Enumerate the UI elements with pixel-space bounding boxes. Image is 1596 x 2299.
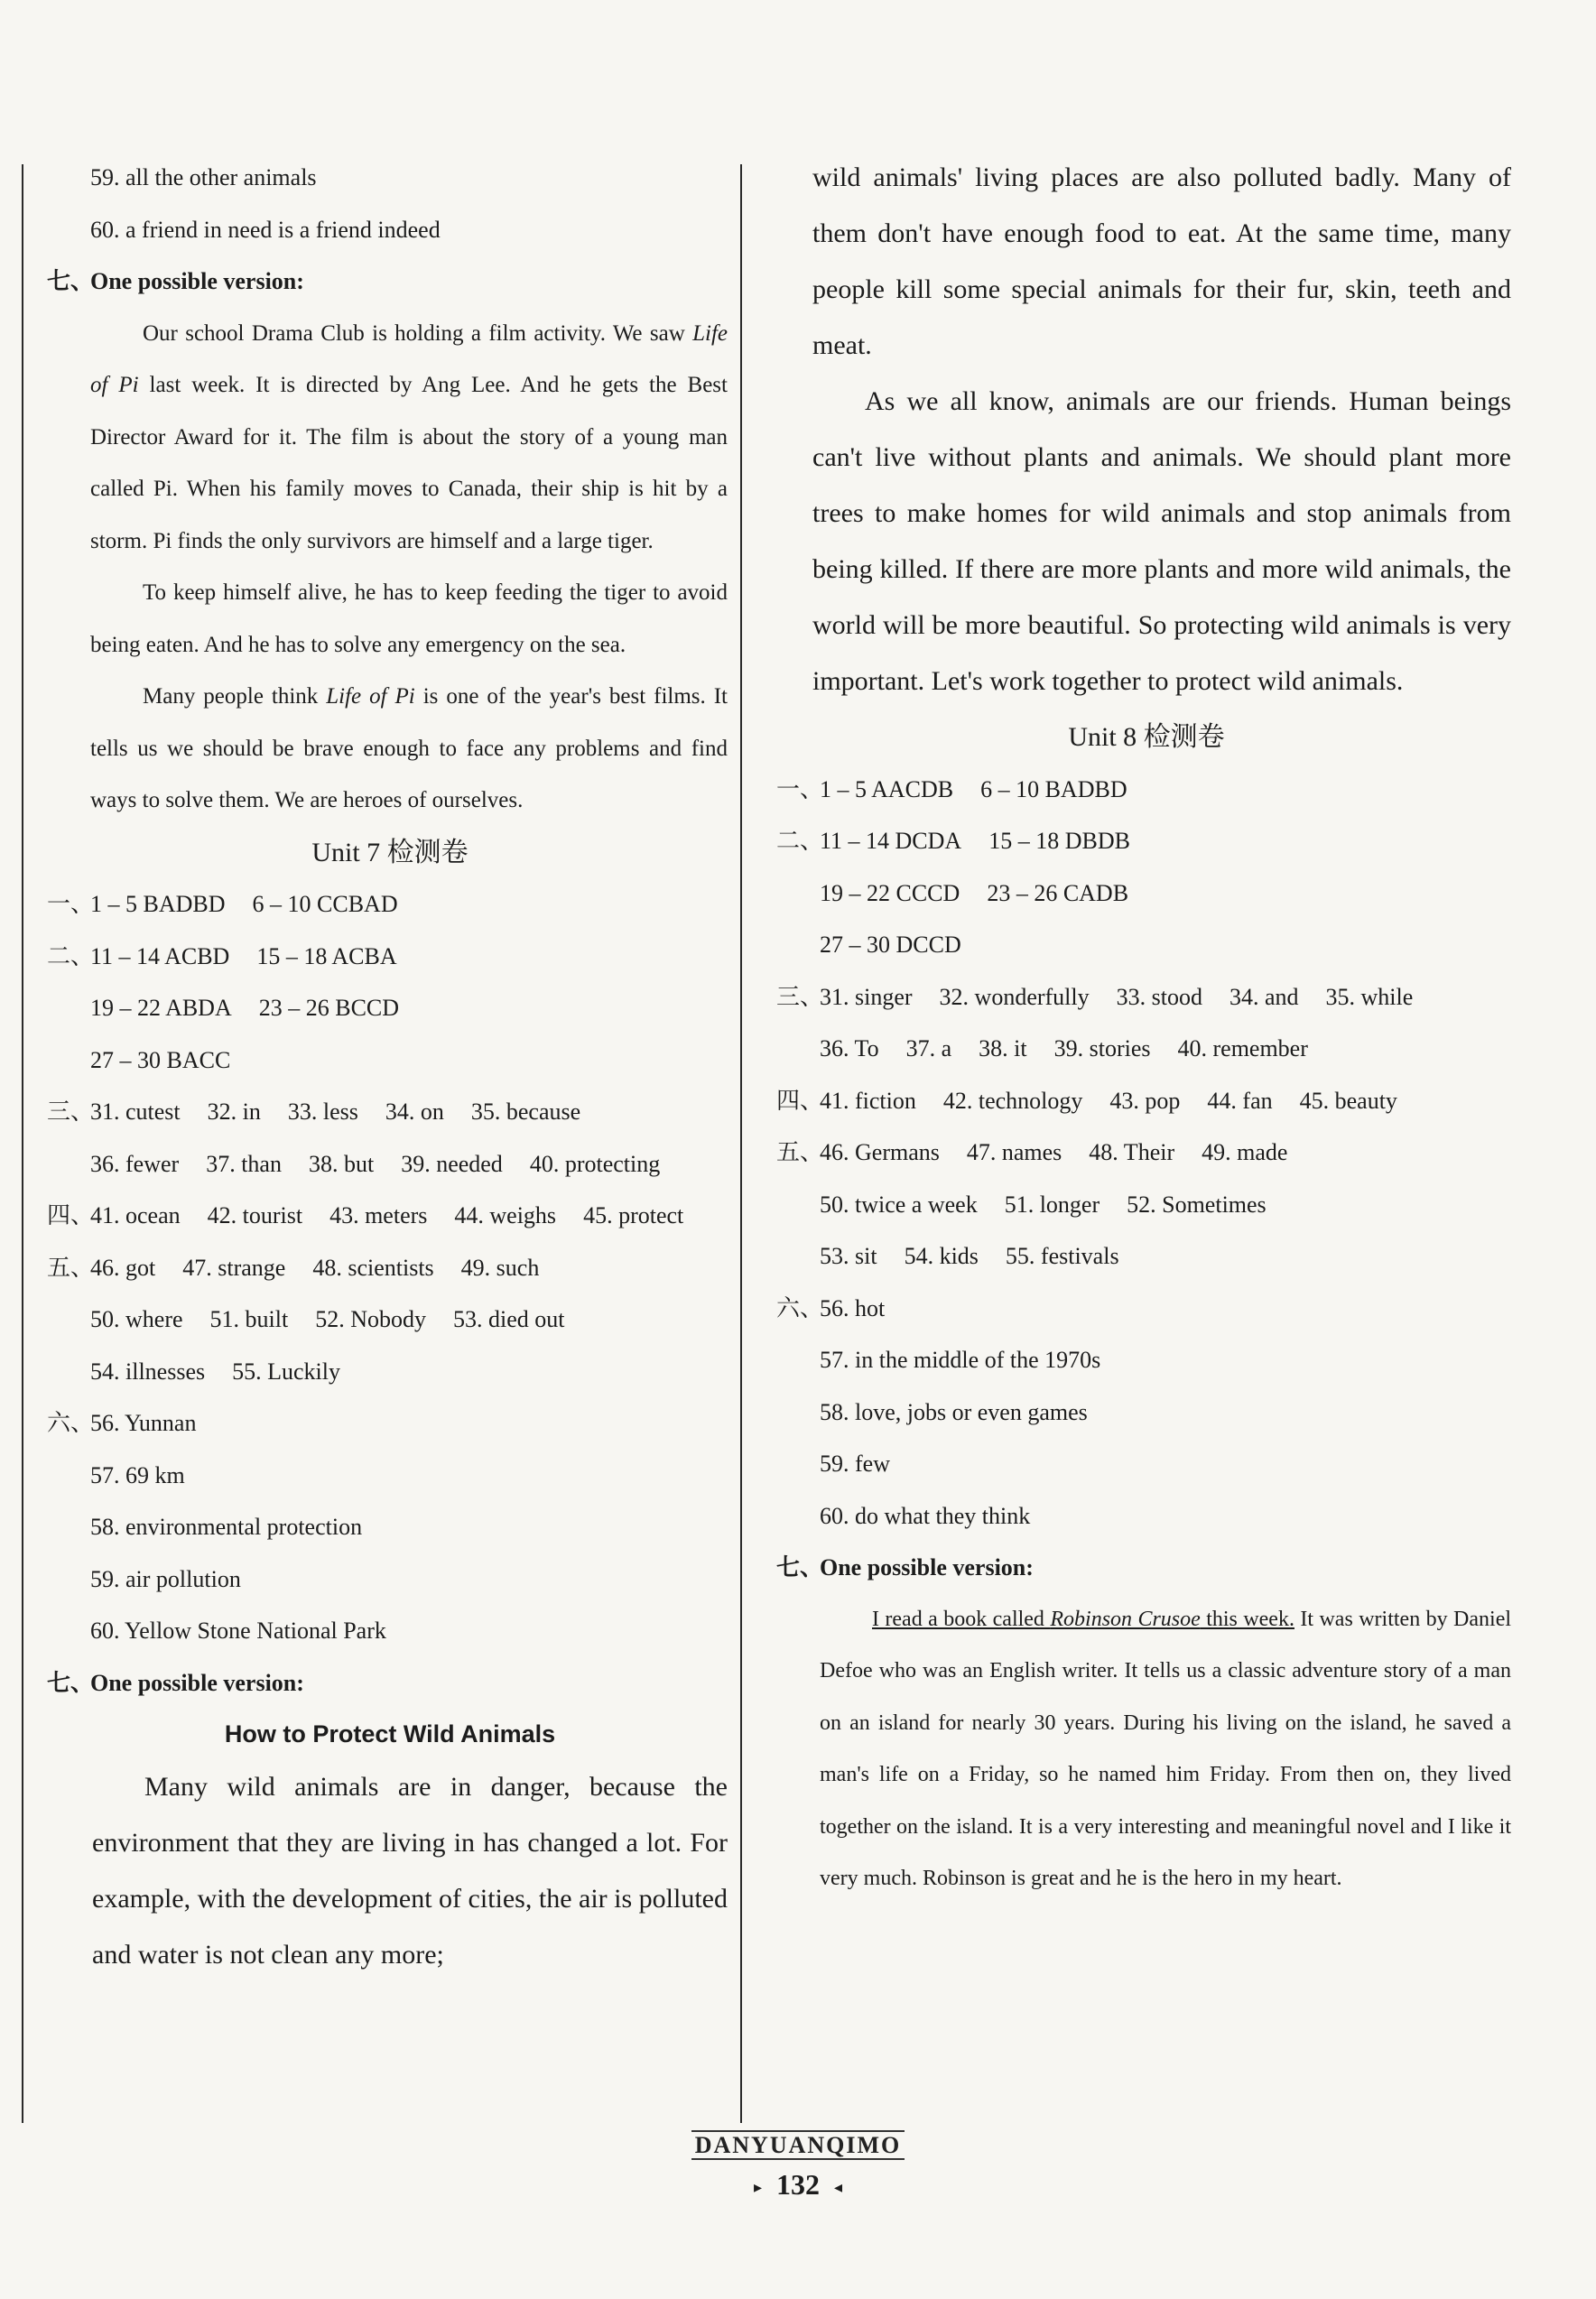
section-label: 二、 <box>47 942 95 969</box>
answer-item: 35. because <box>470 1099 581 1125</box>
essay2-paragraph-1: Many wild animals are in danger, because the environment that they are living in has changed a lot. For example, with the development of cities, the air is polluted and water is not clean any more; <box>92 1771 728 1970</box>
u8-section-5-cont <box>776 1179 1517 1231</box>
section-label: 六、 <box>47 1410 95 1436</box>
answer-item: 42. tourist <box>207 1202 303 1228</box>
answer-range: 11 – 14 DCDA <box>820 828 962 854</box>
section-label: 四、 <box>47 1202 95 1228</box>
section-label: 五、 <box>776 1139 824 1165</box>
answer-range: 1 – 5 BADBD <box>90 891 226 917</box>
left-arrow-icon: ▸ <box>753 2178 762 2197</box>
answer-item: 41. fiction <box>820 1087 916 1114</box>
essay1-paragraph-3 <box>47 671 733 827</box>
answer-range: 1 – 5 AACDB <box>820 775 954 802</box>
section-label: 三、 <box>776 983 824 1010</box>
answer-item: 40. protecting <box>529 1150 661 1177</box>
essay1-paragraph-1 <box>47 308 733 568</box>
left-margin-line <box>22 164 23 2123</box>
u7-section-3 <box>47 1086 733 1138</box>
section-title: One possible version: <box>90 1669 304 1696</box>
u8-section-1 <box>776 764 1517 816</box>
answer-item: 34. on <box>385 1099 444 1125</box>
essay-title: How to Protect Wild Animals <box>224 1720 556 1747</box>
answer-item: 48. Their <box>1089 1139 1175 1165</box>
answer-item: 32. wonderfully <box>939 983 1090 1010</box>
answer-59: 59. air pollution <box>90 1565 241 1592</box>
answer-item: 51. built <box>209 1306 289 1332</box>
u8-section-7-heading <box>776 1542 1517 1594</box>
u8-section-3-cont <box>776 1023 1517 1075</box>
u7-section-5-cont <box>47 1346 733 1398</box>
answer-item: 44. fan <box>1207 1087 1273 1114</box>
section-title: One possible version: <box>820 1554 1034 1581</box>
answer-item: 33. stood <box>1116 983 1202 1010</box>
answer-item: 31. cutest <box>90 1099 181 1125</box>
answer-range: 19 – 22 CCCD <box>820 879 960 906</box>
essay3-text: It was written by Daniel Defoe who was an English writer. It tells us a classic adventure story of a man on an island for nearly 30 years. During his living on the island, he saved a man's life on a Friday, so he named him Friday. From then on, they lived together on the island. It is a very interesting and meaningful novel and I like it very much. Robinson is great and he is the hero in my heart. <box>820 1607 1512 1890</box>
answer-item: 54. illnesses <box>90 1358 206 1385</box>
unit7-title: Unit 7 检测卷 <box>311 837 469 867</box>
answer-item: 56. Yunnan <box>90 1410 197 1436</box>
section-label: 六、 <box>776 1294 824 1321</box>
section-label: 一、 <box>776 775 824 802</box>
answer-59: 59. few <box>820 1451 890 1477</box>
answer-range: 19 – 22 ABDA <box>90 995 232 1021</box>
u8-section-4 <box>776 1075 1517 1127</box>
answer-item: 52. Sometimes <box>1127 1191 1267 1218</box>
film-title: Life of Pi <box>90 320 728 397</box>
essay3-paragraph <box>776 1594 1517 1905</box>
answer-item: 49. such <box>460 1254 540 1281</box>
essay3-text: this week. <box>1200 1607 1294 1631</box>
answer-item: 47. strange <box>182 1254 286 1281</box>
answer-item: 33. less <box>287 1099 358 1125</box>
section-label: 二、 <box>776 828 824 854</box>
answer-item: 32. in <box>207 1099 261 1125</box>
u7-section-2-cont <box>47 982 733 1034</box>
u8-section-5-cont <box>776 1230 1517 1283</box>
answer-item: 34. and <box>1229 983 1299 1010</box>
answer-item: 38. it <box>979 1035 1027 1061</box>
brand-footer <box>0 2132 1596 2159</box>
u7-section-7-heading <box>47 1657 733 1710</box>
page-number: 132 <box>776 2168 820 2201</box>
right-arrow-icon: ◂ <box>834 2178 843 2197</box>
answer-item: 53. died out <box>452 1306 565 1332</box>
answer-range: 23 – 26 BCCD <box>258 995 400 1021</box>
essay1-text: is one of the year's best films. It tells us we should be brave enough to face any problems and find ways to solve them. We are heroes of ourselves. <box>90 684 728 812</box>
answer-item: 35. while <box>1325 983 1414 1010</box>
brand-text: DANYUANQIMO <box>691 2130 905 2160</box>
book-title: Robinson Crusoe <box>1050 1607 1201 1631</box>
section-title: One possible version: <box>90 268 304 294</box>
essay1-text: last week. It is directed by Ang Lee. And he gets the Best Director Award for it. The film is about the story of a young man called Pi. When his family moves to Canada, their ship is hit by a storm. Pi finds the only survivors are himself and a large tiger. <box>90 373 728 553</box>
u8-section-5 <box>776 1126 1517 1179</box>
answer-item: 37. a <box>905 1035 952 1061</box>
section-label: 七、 <box>47 1669 95 1696</box>
essay3-text: I read a book called <box>872 1607 1051 1631</box>
u7-section-1 <box>47 878 733 931</box>
u8-section-3 <box>776 971 1517 1024</box>
answer-item: 36. fewer <box>90 1150 180 1177</box>
essay2-continued: wild animals' living places are also polluted badly. Many of them don't have enough food to eat. At the same time, many people kill some special animals for their fur, skin, teeth and meat. <box>812 162 1511 360</box>
u7-section-6 <box>47 1397 733 1450</box>
answer-item: 46. got <box>90 1254 156 1281</box>
film-title: Life of Pi <box>326 684 415 709</box>
answer-item: 38. but <box>308 1150 375 1177</box>
answer-item: 41. ocean <box>90 1202 181 1228</box>
section-label: 七、 <box>47 268 95 294</box>
answer-item: 43. pop <box>1109 1087 1181 1114</box>
answer-item: 46. Germans <box>820 1139 940 1165</box>
answer-item: 47. names <box>966 1139 1062 1165</box>
essay2-paragraph-2: As we all know, animals are our friends. Human beings can't live without plants and animals. We should plant more trees to make homes for wild animals and stop animals from being killed. If there are more plants and more wild animals, the world will be more beautiful. So protecting wild animals is very important. Let's work together to protect wild animals. <box>812 386 1511 696</box>
answer-range: 6 – 10 CCBAD <box>252 891 398 917</box>
unit8-title: Unit 8 检测卷 <box>1068 722 1225 752</box>
u7-section-4 <box>47 1190 733 1242</box>
answer-item: 36. To <box>820 1035 879 1061</box>
essay3-underlined <box>872 1608 1294 1631</box>
answer-60: 60. Yellow Stone National Park <box>90 1618 386 1644</box>
u8-section-2 <box>776 815 1517 867</box>
answer-item: 43. meters <box>329 1202 428 1228</box>
section-7-heading <box>47 255 733 308</box>
answer-item: 37. than <box>206 1150 282 1177</box>
answer-item: 49. made <box>1202 1139 1288 1165</box>
answer-item: 39. stories <box>1053 1035 1151 1061</box>
answer-item: 56. hot <box>820 1294 886 1321</box>
answer-59: 59. all the other animals <box>90 164 317 190</box>
answer-range: 6 – 10 BADBD <box>980 775 1127 802</box>
answer-item: 45. protect <box>583 1202 684 1228</box>
answer-range: 15 – 18 DBDB <box>988 828 1130 854</box>
u7-section-2 <box>47 931 733 983</box>
u8-section-2-cont: 27 – 30 DCCD <box>820 932 961 958</box>
right-column <box>776 150 1517 1905</box>
answer-item: 52. Nobody <box>315 1306 426 1332</box>
answer-item: 39. needed <box>401 1150 503 1177</box>
answer-item: 53. sit <box>820 1243 877 1269</box>
answer-item: 54. kids <box>904 1243 979 1269</box>
answer-60: 60. a friend in need is a friend indeed <box>90 216 441 243</box>
section-label: 三、 <box>47 1099 95 1125</box>
answer-item: 55. Luckily <box>232 1358 340 1385</box>
answer-57: 57. in the middle of the 1970s <box>820 1347 1101 1373</box>
answer-item: 44. weighs <box>454 1202 557 1228</box>
column-divider <box>740 164 742 2123</box>
u8-section-6 <box>776 1283 1517 1335</box>
left-column <box>47 152 733 1983</box>
answer-item: 51. longer <box>1004 1191 1100 1218</box>
answer-58: 58. love, jobs or even games <box>820 1398 1088 1425</box>
answer-58: 58. environmental protection <box>90 1514 363 1540</box>
answer-item: 45. beauty <box>1299 1087 1397 1114</box>
u7-section-5 <box>47 1242 733 1294</box>
section-label: 七、 <box>776 1554 824 1581</box>
u8-section-2-cont <box>776 867 1517 920</box>
u7-section-5-cont <box>47 1293 733 1346</box>
section-label: 一、 <box>47 891 95 917</box>
answer-60: 60. do what they think <box>820 1502 1031 1529</box>
answer-item: 40. remember <box>1177 1035 1308 1061</box>
answer-57: 57. 69 km <box>90 1461 185 1488</box>
section-label: 四、 <box>776 1087 824 1114</box>
section-label: 五、 <box>47 1254 95 1281</box>
answer-range: 11 – 14 ACBD <box>90 942 230 969</box>
answer-range: 15 – 18 ACBA <box>256 942 397 969</box>
u7-section-3-cont <box>47 1138 733 1191</box>
answer-item: 50. where <box>90 1306 183 1332</box>
essay1-text: Many people think <box>143 684 327 709</box>
answer-item: 31. singer <box>820 983 913 1010</box>
answer-item: 48. scientists <box>312 1254 434 1281</box>
answer-range: 23 – 26 CADB <box>987 879 1129 906</box>
u7-section-2-cont: 27 – 30 BACC <box>90 1046 231 1073</box>
answer-item: 55. festivals <box>1005 1243 1119 1269</box>
answer-item: 42. technology <box>942 1087 1083 1114</box>
page-number-footer <box>0 2168 1596 2202</box>
essay1-text: Our school Drama Club is holding a film activity. We saw <box>143 320 693 346</box>
answer-item: 50. twice a week <box>820 1191 978 1218</box>
essay1-paragraph-2: To keep himself alive, he has to keep feeding the tiger to avoid being eaten. And he has to solve any emergency on the sea. <box>90 580 728 657</box>
